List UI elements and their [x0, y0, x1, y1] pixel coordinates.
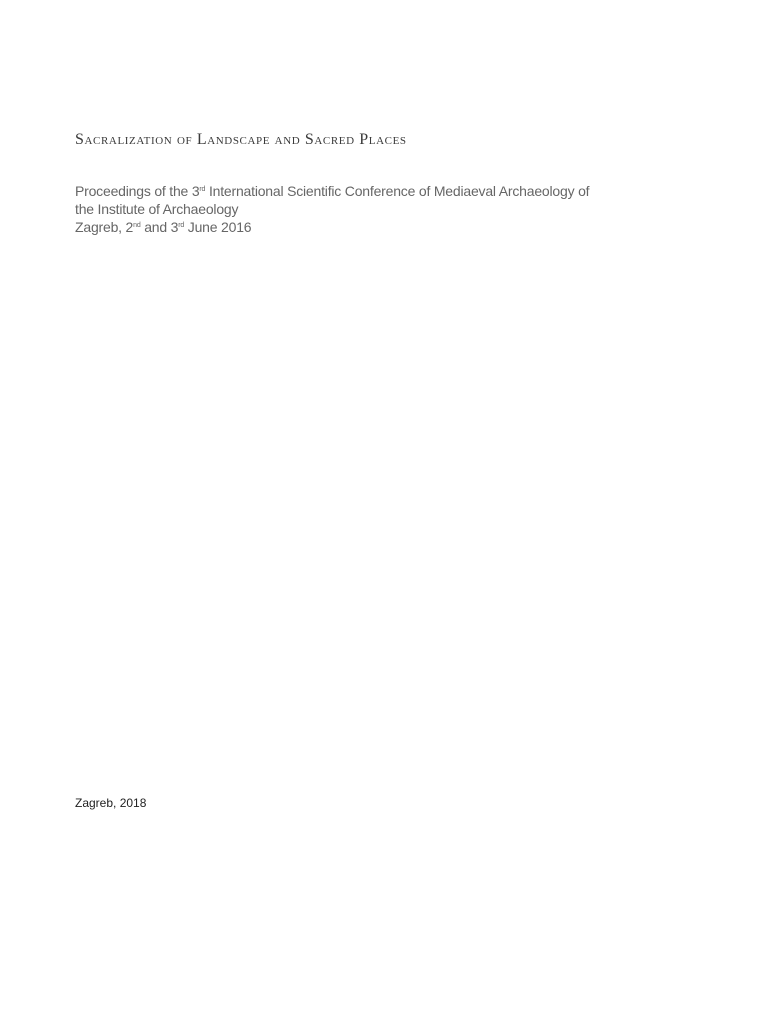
proceedings-text: International Scientific Conference of Mediaeval Archaeology of — [205, 183, 590, 199]
date-text: and 3 — [140, 219, 179, 235]
proceedings-line-1 — [75, 182, 615, 200]
date-text: Zagreb, 2 — [75, 219, 134, 235]
ordinal-suffix: nd — [133, 222, 141, 229]
date-text: June 2016 — [184, 219, 252, 235]
proceedings-text: the Institute of Archaeology — [75, 201, 239, 217]
proceedings-text: Proceedings of the 3 — [75, 183, 200, 199]
document-title: Sacralization of Landscape and Sacred Places — [75, 131, 407, 148]
proceedings-description — [75, 182, 615, 236]
ordinal-suffix: rd — [178, 222, 185, 229]
conference-date-line — [75, 218, 615, 236]
imprint-place-year: Zagreb, 2018 — [75, 796, 147, 810]
ordinal-suffix: rd — [199, 186, 206, 193]
proceedings-line-2 — [75, 200, 615, 218]
